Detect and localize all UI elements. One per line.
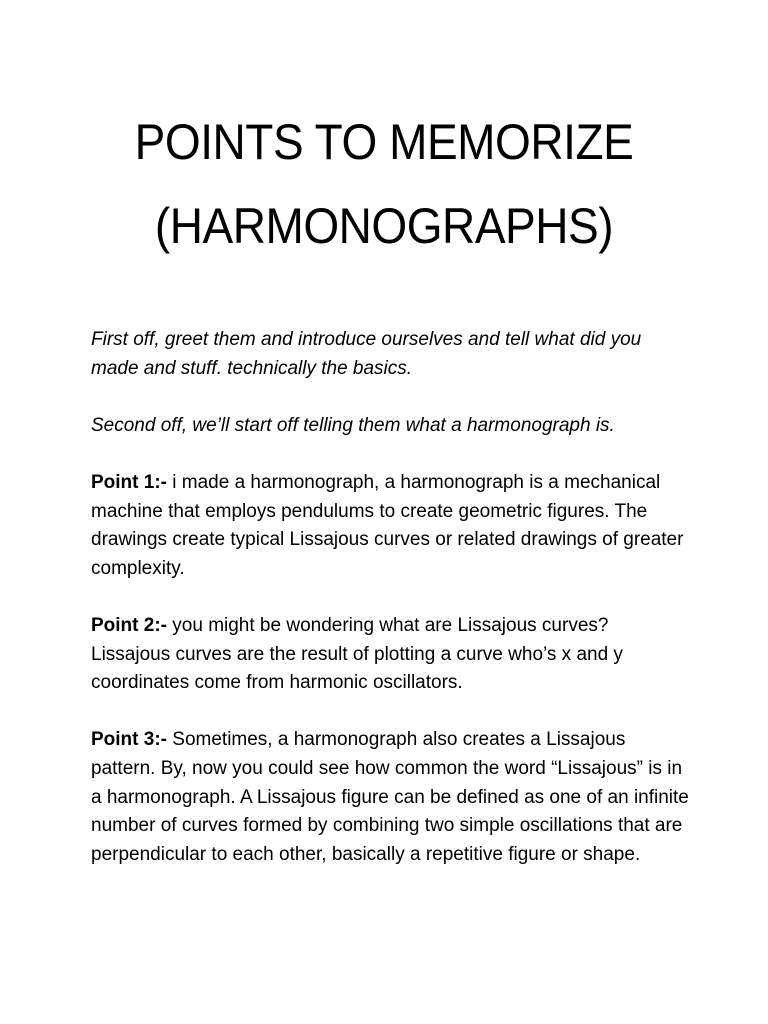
point-3-text: Sometimes, a harmonograph also creates a Lissajous pattern. By, now you could see how common the word “Lissajous” is in a harmonograph. A Lissajous figure can be defined as one of an infinite number of curves formed by combining two simple oscillations that are perpendicular to each other, basically a repetitive figure or shape.	[91, 729, 689, 865]
point-1-paragraph	[91, 469, 691, 583]
point-3-label: Point 3	[91, 729, 155, 751]
document-body	[91, 326, 691, 898]
point-1-label: Point 1	[91, 471, 155, 493]
point-3-paragraph	[91, 726, 691, 869]
title-line-2: (HARMONOGRAPHS)	[154, 198, 614, 254]
intro-paragraph-1: First off, greet them and introduce ourselves and tell what did you made and stuff. technically the basics.	[91, 329, 642, 379]
point-2-text: you might be wondering what are Lissajous curves? Lissajous curves are the result of plotting a curve who’s x and y coordinates come from harmonic oscillators.	[91, 614, 623, 694]
title-line-1: POINTS TO MEMORIZE	[134, 114, 634, 170]
point-2-separator: :-	[154, 614, 167, 636]
point-3-separator: :-	[154, 729, 167, 751]
point-1-text: i made a harmonograph, a harmonograph is a mechanical machine that employs pendulums to create geometric figures. The drawings create typical Lissajous curves or related drawings of greater complexity.	[91, 471, 684, 579]
point-2-label: Point 2	[91, 614, 155, 636]
point-2-paragraph	[91, 612, 691, 698]
point-1-separator: :-	[154, 471, 173, 493]
intro-paragraph-2: Second off, we’ll start off telling them what a harmonograph is.	[91, 414, 615, 436]
page-title	[31, 100, 738, 268]
